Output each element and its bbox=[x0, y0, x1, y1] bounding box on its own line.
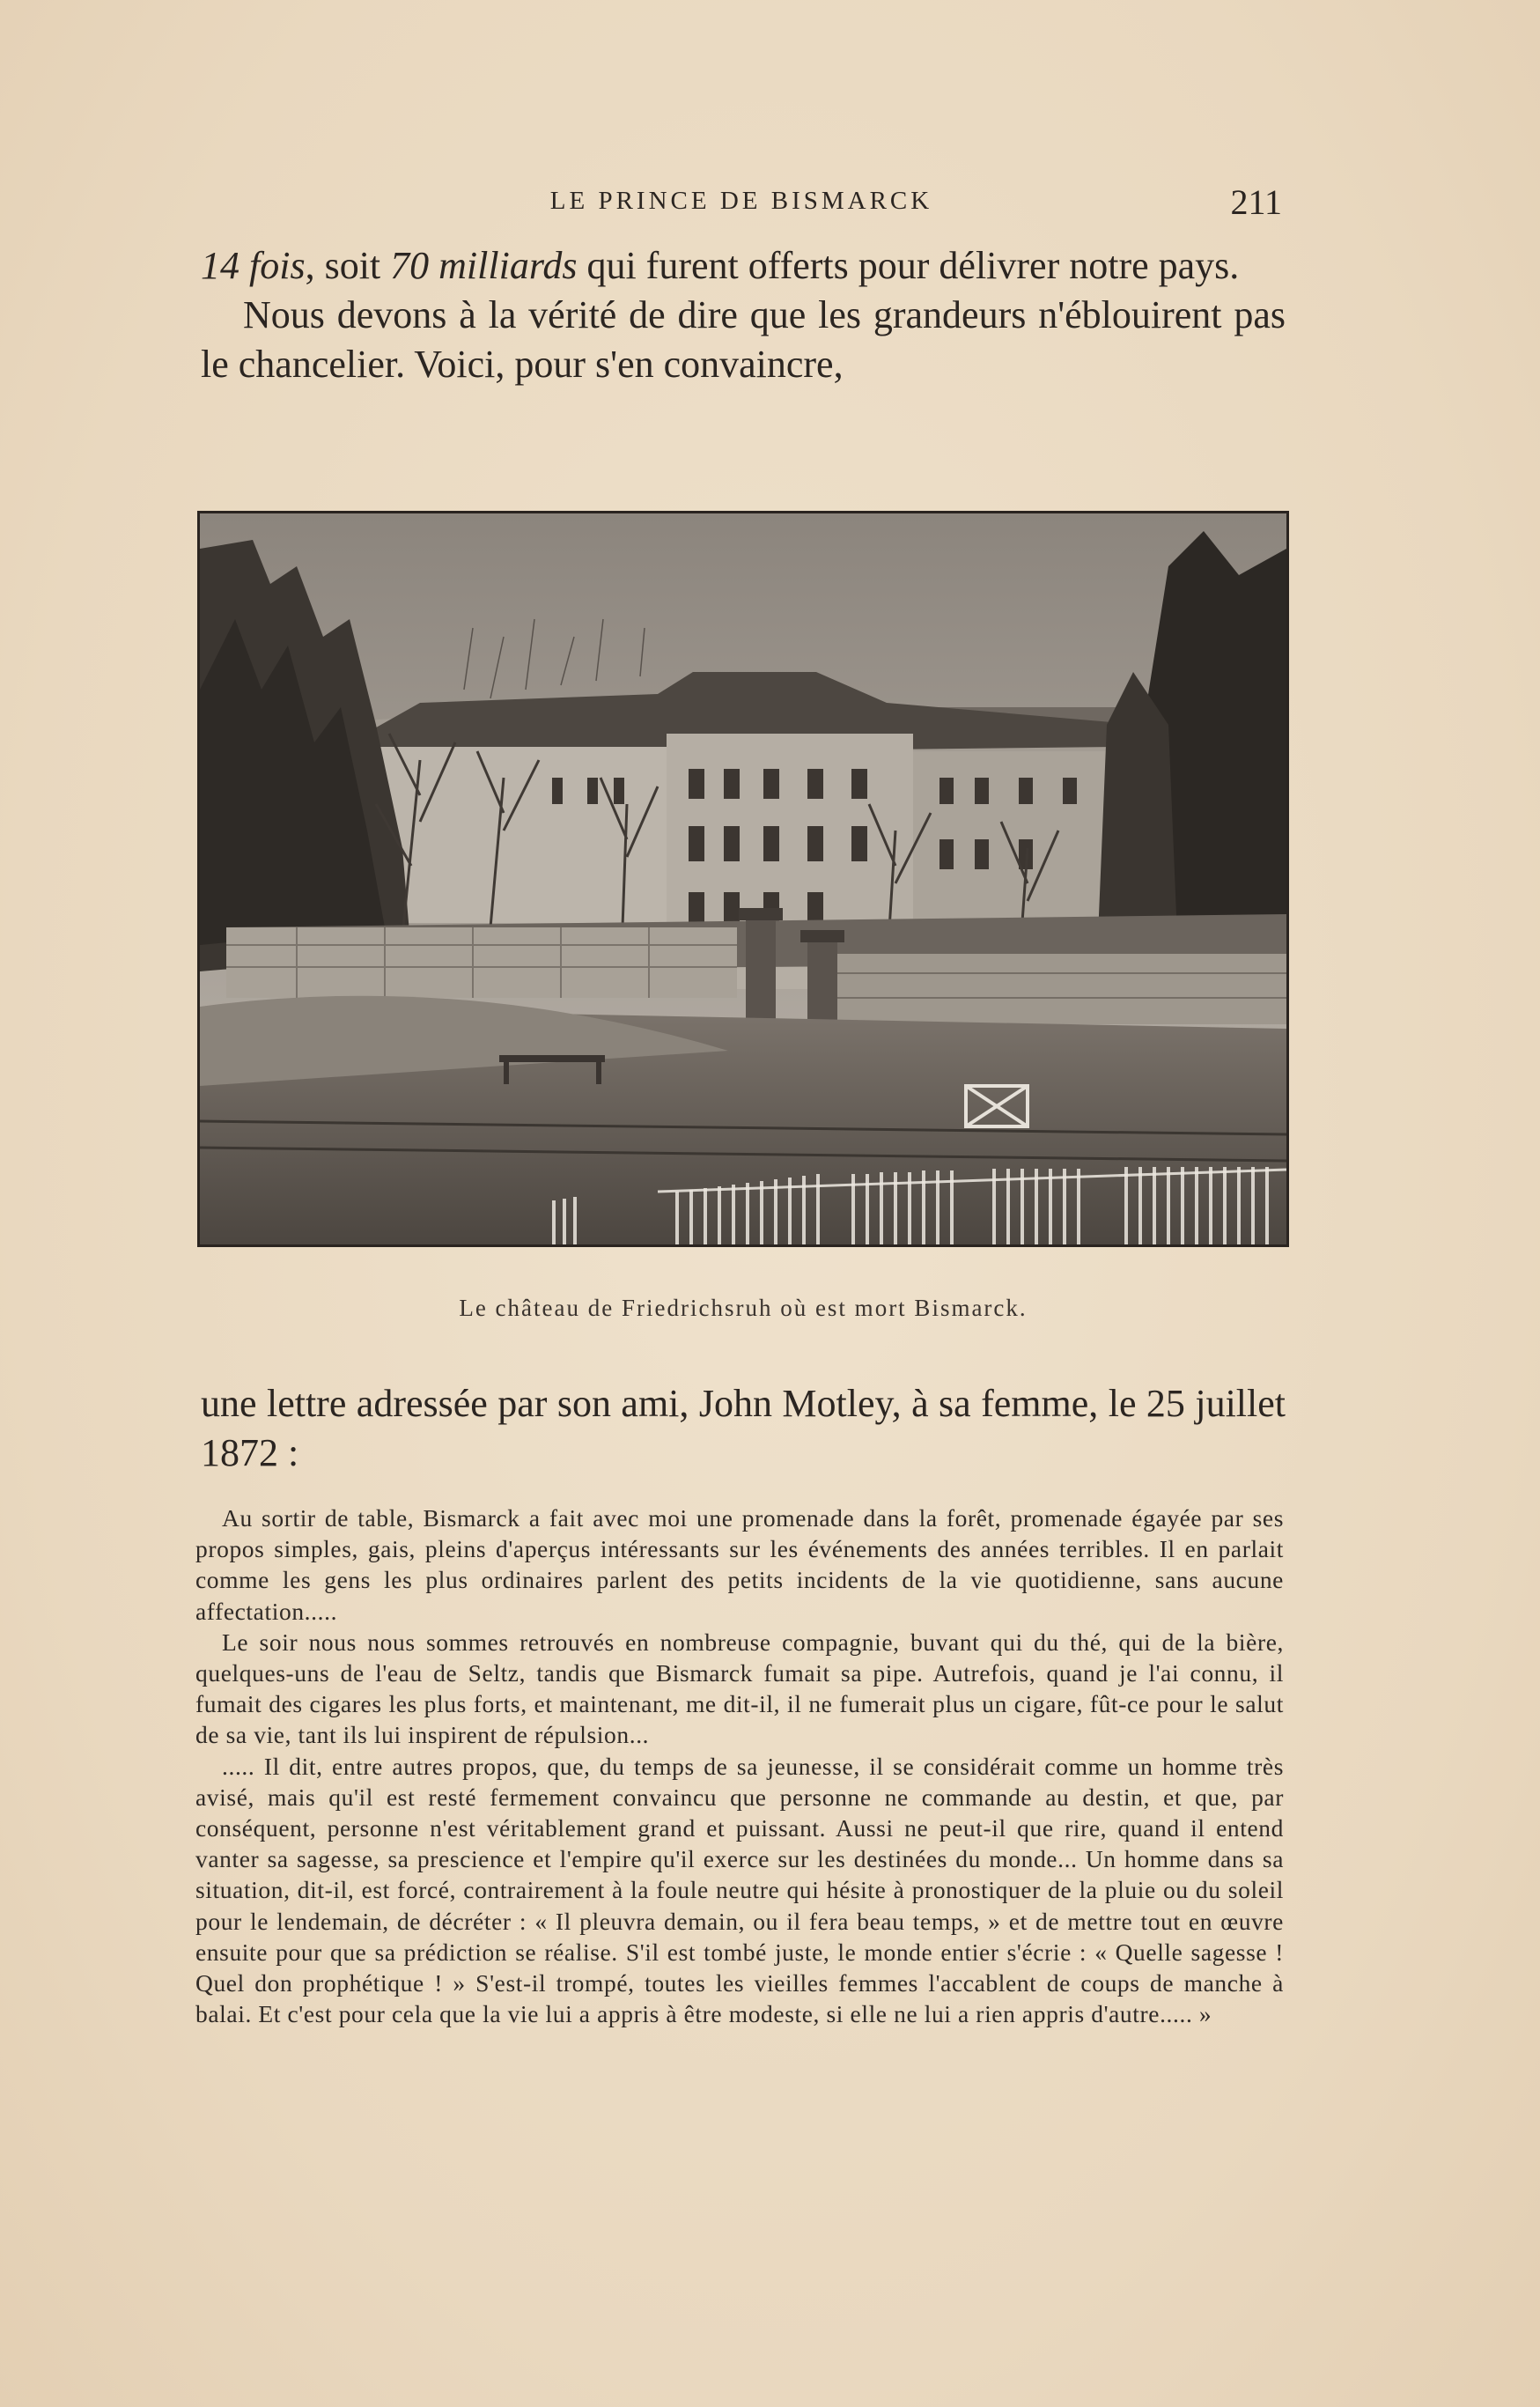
paragraph-continuation bbox=[201, 241, 1286, 291]
text-offerts: qui furent offerts pour délivrer notre pays. bbox=[577, 244, 1240, 287]
quote-paragraph-3: ..... Il dit, entre autres propos, que, du temps de sa jeunesse, il se considérait comme un homme très avisé, mais qu'il est resté fermement convaincu que personne ne commande au destin, et que, par conséquent, personne n'est véritablement grand et puissant. Aussi ne peut-il que rire, quand il entend vanter sa sagesse, sa prescience et l'empire qu'il exerce sur les destinées du monde... Un homme dans sa situation, dit-il, est forcé, contrairement à la foule neutre qui hésite à pronostiquer de la pluie ou du soleil pour le lendemain, de décréter : « Il pleuvra demain, ou il fera beau temps, » et de mettre tout en œuvre ensuite pour que sa prédiction se réalise. S'il est tombé juste, le monde entier s'écrie : « Quelle sagesse ! Quel don prophétique ! » S'est-il trompé, toutes les vieilles femmes l'accablent de coups de manche à balai. Et c'est pour cela que la vie lui a appris à être modeste, si elle ne lui a rien appris d'autre..... » bbox=[195, 1752, 1284, 2028]
photograph-friedrichsruh bbox=[197, 511, 1289, 1247]
running-title: LE PRINCE DE BISMARCK bbox=[549, 187, 933, 215]
page-number: 211 bbox=[1230, 182, 1282, 222]
quote-paragraph-2: Le soir nous nous sommes retrouvés en nombreuse compagnie, buvant qui du thé, qui de la bière, quelques-uns de l'eau de Seltz, tandis que Bismarck fumait sa pipe. Autrefois, quand je l'ai connu, il fumait des cigares les plus forts, et maintenant, me dit-il, il ne fumerait plus un cigare, fût-ce pour le salut de sa vie, tant ils lui inspirent de répulsion... bbox=[195, 1628, 1284, 1749]
emphasis-milliards: 70 milliards bbox=[390, 244, 578, 287]
paragraph-lettre-text: une lettre adressée par son ami, John Motley, à sa femme, le 25 juillet 1872 : bbox=[201, 1382, 1286, 1474]
running-head bbox=[201, 181, 1282, 220]
top-paragraphs bbox=[201, 241, 1286, 389]
chateau-photo-illustration bbox=[200, 513, 1286, 1244]
text-soit: , soit bbox=[305, 244, 391, 287]
figure-caption: Le château de Friedrichsruh où est mort Bismarck. bbox=[459, 1295, 1028, 1321]
paragraph-lettre bbox=[201, 1379, 1286, 1478]
emphasis-fois: 14 fois bbox=[201, 244, 306, 287]
quoted-letter bbox=[195, 1503, 1284, 2029]
quote-paragraph-1: Au sortir de table, Bismarck a fait avec moi une promenade dans la forêt, promenade égayée par ses propos simples, gais, pleins d'aperçus intéressants sur les événements des années terribles. Il en parlait comme les gens les plus ordinaires parlent des petits incidents de la vie quotidienne, sans aucune affectation..... bbox=[195, 1504, 1284, 1625]
paragraph-verite: Nous devons à la vérité de dire que les grandeurs n'éblouirent pas le chancelier. Voici, pour s'en convaincre, bbox=[201, 293, 1286, 386]
